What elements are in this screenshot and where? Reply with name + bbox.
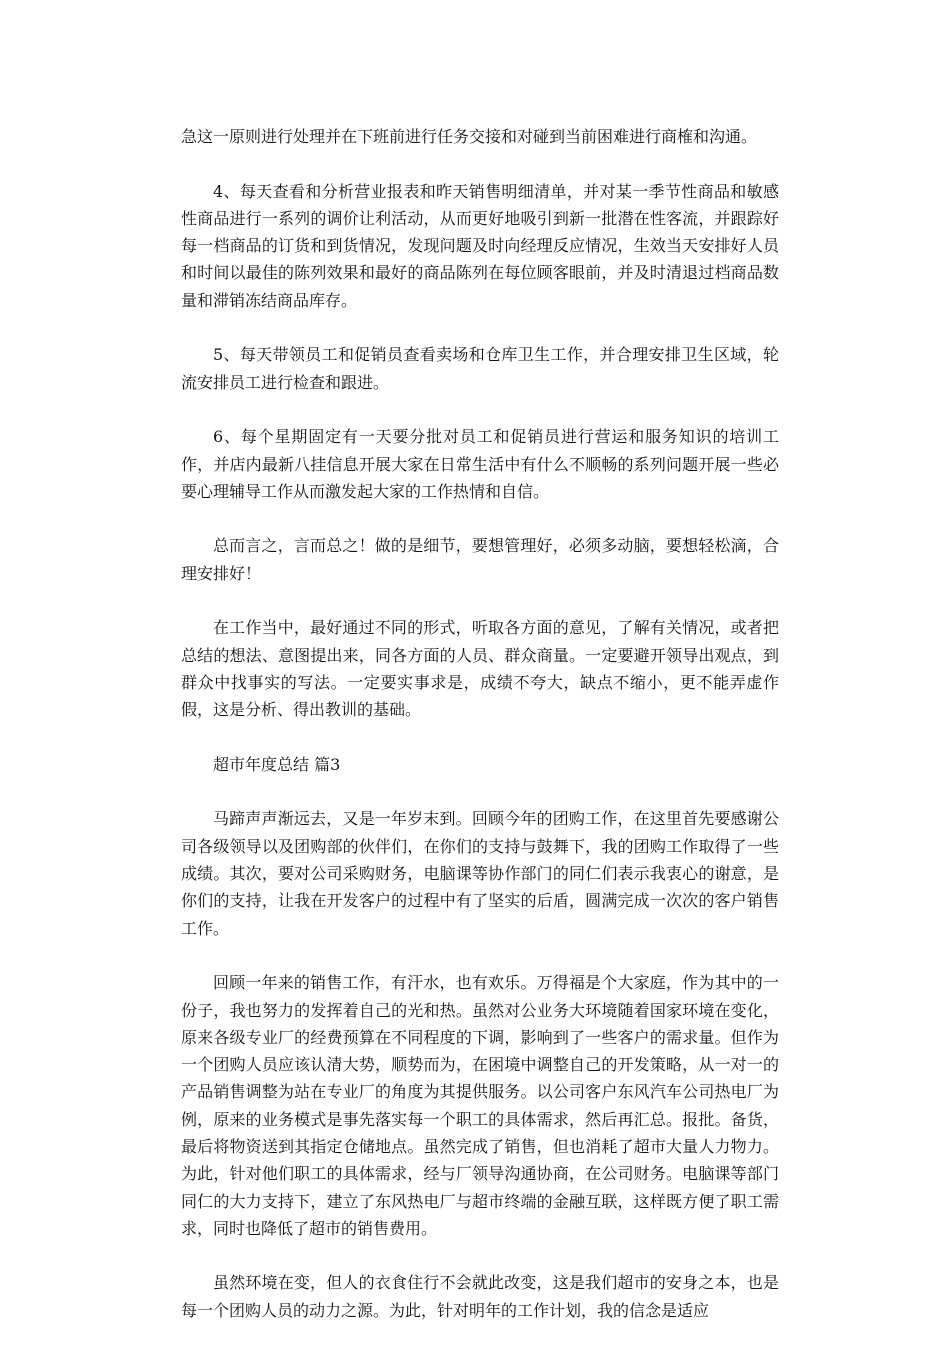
- paragraph: 4、每天查看和分析营业报表和昨天销售明细清单，并对某一季节性商品和敏感性商品进行一系列的调价让利活动，从而更好地吸引到新一批潜在性客流，并跟踪好每一档商品的订货和到货情况，发现问题及时向经理反应情况，生效当天安排好人员和时间以最佳的陈列效果和最好的商品陈列在每位顾客眼前，并及时清退过档商品数量和滞销冻结商品库存。: [181, 181, 779, 310]
- paragraph: 总而言之，言而总之！做的是细节，要想管理好，必须多动脑，要想轻松滴，合理安排好！: [181, 536, 779, 583]
- section-heading: 超市年度总结 篇3: [213, 754, 341, 774]
- paragraph: 在工作当中，最好通过不同的形式，听取各方面的意见，了解有关情况，或者把总结的想法、意图提出来，同各方面的人员、群众商量。一定要避开领导出观点，到群众中找事实的写法。一定要实事求是，成绩不夸大，缺点不缩小，更不能弄虚作假，这是分析、得出教训的基础。: [181, 618, 779, 720]
- paragraph: 5、每天带领员工和促销员查看卖场和仓库卫生工作，并合理安排卫生区域，轮流安排员工进行检查和跟进。: [181, 345, 779, 392]
- paragraph: 虽然环境在变，但人的衣食住行不会就此改变，这是我们超市的安身之本，也是每一个团购人员的动力之源。为此，针对明年的工作计划，我的信念是适应: [181, 1273, 779, 1320]
- paragraph: 6、每个星期固定有一天要分批对员工和促销员进行营运和服务知识的培训工作，并店内最新八挂信息开展大家在日常生活中有什么不顺畅的系列问题开展一些必要心理辅导工作从而激发起大家的工作热情和自信。: [181, 427, 779, 501]
- paragraph: 马蹄声声渐远去，又是一年岁末到。回顾今年的团购工作，在这里首先要感谢公司各级领导以及团购部的伙伴们，在你们的支持与鼓舞下，我的团购工作取得了一些成绩。其次，要对公司采购财务，电脑课等协作部门的同仁们表示我衷心的谢意，是你们的支持，让我在开发客户的过程中有了坚实的后盾，圆满完成一次次的客户销售工作。: [181, 809, 779, 938]
- paragraph: 回顾一年来的销售工作，有汗水，也有欢乐。万得福是个大家庭，作为其中的一份子，我也努力的发挥着自己的光和热。虽然对公业务大环境随着国家环境在变化，原来各级专业厂的经费预算在不同程度的下调，影响到了一些客户的需求量。但作为一个团购人员应该认清大势，顺势而为，在困境中调整自己的开发策略，从一对一的产品销售调整为站在专业厂的角度为其提供服务。以公司客户东风汽车公司热电厂为例，原来的业务模式是事先落实每一个职工的具体需求，然后再汇总。报批。备货，最后将物资送到其指定仓储地点。虽然完成了销售，但也消耗了超市大量人力物力。为此，针对他们职工的具体需求，经与厂领导沟通协商，在公司财务。电脑课等部门同仁的大力支持下，建立了东风热电厂与超市终端的金融互联，这样既方便了职工需求，同时也降低了超市的销售费用。: [181, 973, 779, 1238]
- document-body: [181, 123, 779, 1351]
- paragraph: 急这一原则进行处理并在下班前进行任务交接和对碰到当前困难进行商榷和沟通。: [181, 127, 758, 146]
